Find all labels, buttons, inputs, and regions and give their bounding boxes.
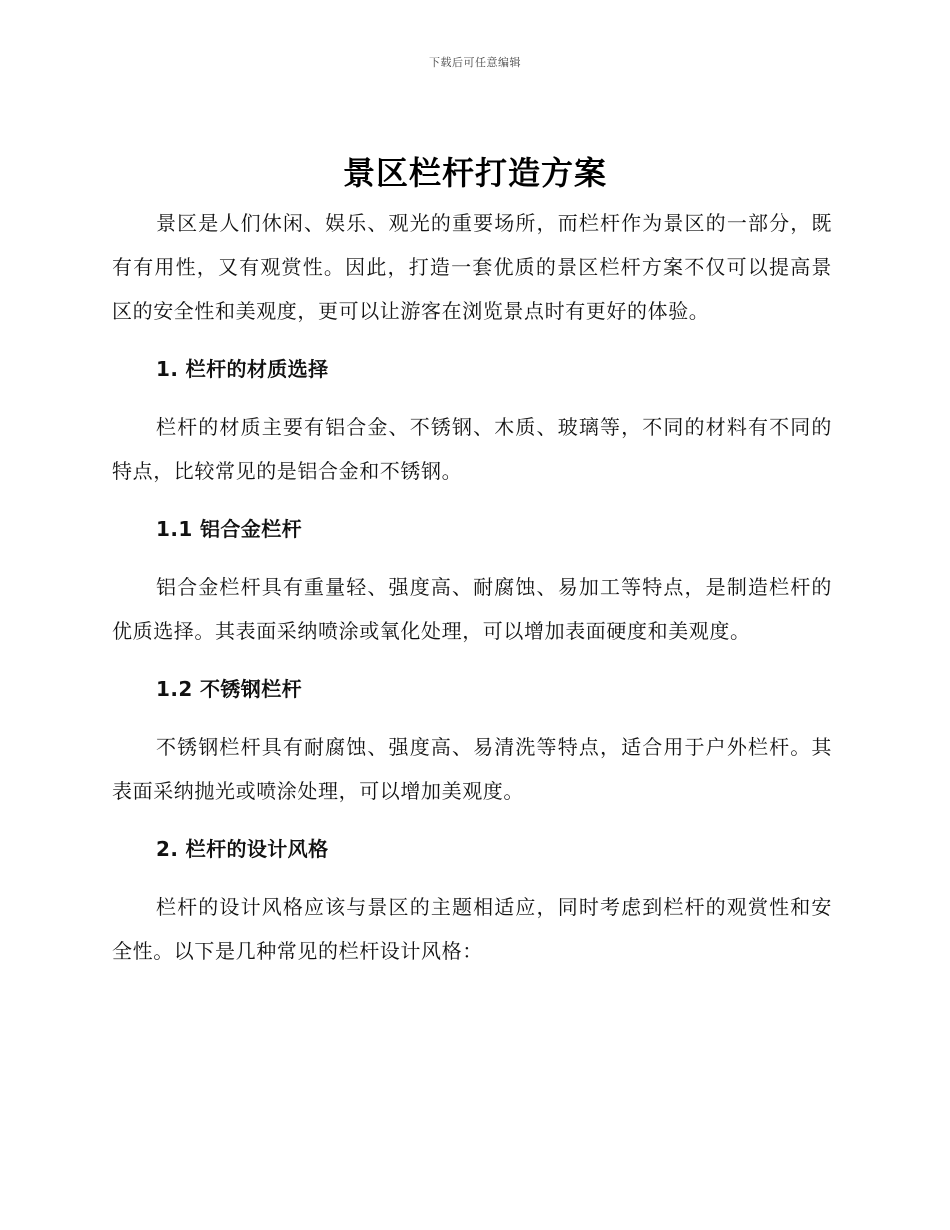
- section-paragraph-material: 栏杆的材质主要有铝合金、不锈钢、木质、玻璃等，不同的材料有不同的特点，比较常见的是铝合金和不锈钢。: [112, 415, 832, 483]
- page-header-note: 下载后可任意编辑: [429, 56, 521, 69]
- section-heading-stainless: 1.2 不锈钢栏杆: [156, 677, 302, 701]
- document-body: [112, 201, 832, 973]
- section-heading-aluminum: 1.1 铝合金栏杆: [156, 517, 302, 541]
- section-heading-design-style: 2. 栏杆的设计风格: [156, 837, 329, 861]
- intro-paragraph: 景区是人们休闲、娱乐、观光的重要场所，而栏杆作为景区的一部分，既有有用性，又有观赏性。因此，打造一套优质的景区栏杆方案不仅可以提高景区的安全性和美观度，更可以让游客在浏览景点时有更好的体验。: [112, 211, 832, 323]
- section-paragraph-stainless: 不锈钢栏杆具有耐腐蚀、强度高、易清洗等特点，适合用于户外栏杆。其表面采纳抛光或喷涂处理，可以增加美观度。: [112, 735, 832, 803]
- section-paragraph-design-style: 栏杆的设计风格应该与景区的主题相适应，同时考虑到栏杆的观赏性和安全性。以下是几种常见的栏杆设计风格：: [112, 895, 832, 963]
- section-heading-material: 1. 栏杆的材质选择: [156, 357, 329, 381]
- document-title: 景区栏杆打造方案: [342, 154, 607, 192]
- section-paragraph-aluminum: 铝合金栏杆具有重量轻、强度高、耐腐蚀、易加工等特点，是制造栏杆的优质选择。其表面采纳喷涂或氧化处理，可以增加表面硬度和美观度。: [112, 575, 832, 643]
